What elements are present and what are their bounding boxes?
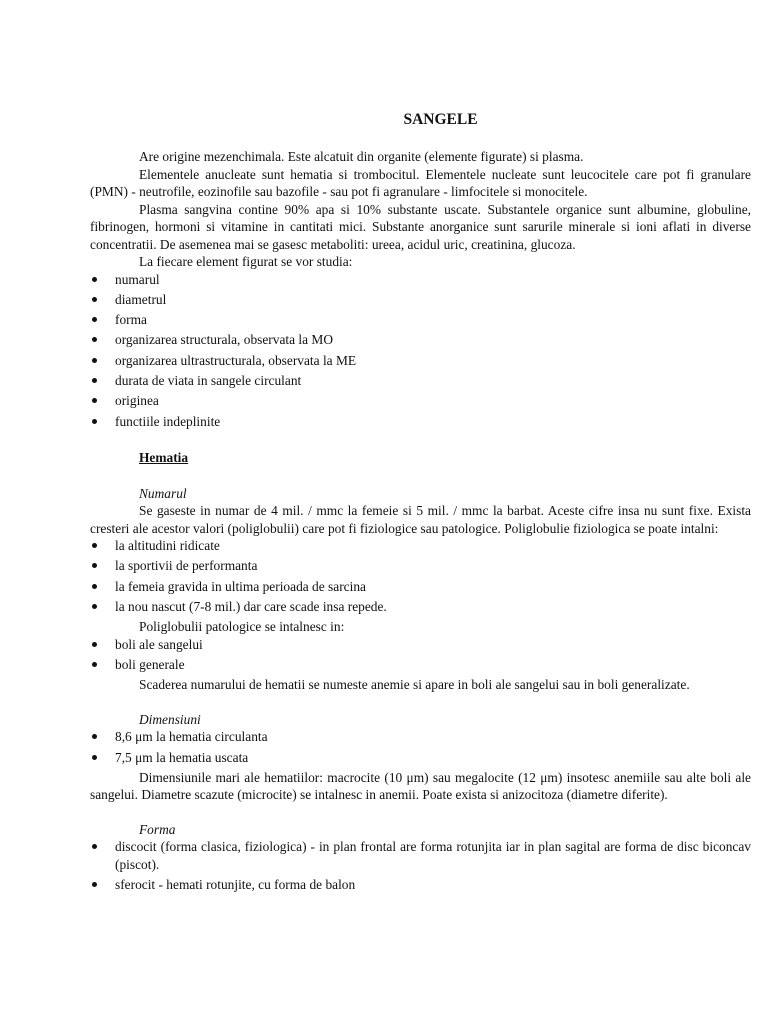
bullet-icon <box>92 642 97 647</box>
intro-paragraph-4: La fiecare element figurat se vor studia: <box>139 254 353 269</box>
bullet-icon <box>92 584 97 589</box>
bullet-icon <box>92 419 97 424</box>
intro-paragraph-3: Plasma sangvina contine 90% apa si 10% substante uscate. Substantele organice sunt albumine, globuline, fibrinogen, hormoni si vitamine in cantitati mici. Substante anorganice sunt sarurile minerale si ioni aflati in diverse concentratii. De asemenea mai se gasesc metaboliti: ureea, acidul uric, creatinina, glucoza. <box>90 201 751 252</box>
list-item: organizarea ultrastructurala, observata la ME <box>90 352 751 370</box>
numarul-paragraph-2: Poliglobulii patologice se intalnesc in: <box>139 619 345 635</box>
intro-paragraph-2: Elementele anucleate sunt hematia si trombocitul. Elementele nucleate sunt leucocitele care pot fi granulare (PMN) - neutrofile, eozinofile sau bazofile - sau pot fi agranulare - limfocitele si monocitele. <box>90 166 751 199</box>
section-title-hematia: Hematia <box>139 450 189 466</box>
bullet-icon <box>92 604 97 609</box>
subsection-title-dimensiuni: Dimensiuni <box>139 711 201 727</box>
poliglobulii-patologice-list <box>90 636 751 674</box>
bullet-icon <box>92 398 97 403</box>
list-item: numarul <box>90 271 751 289</box>
list-item: discocit (forma clasica, fiziologica) - in plan frontal are forma rotunjita iar in plan sagital are forma de disc biconcav (piscot). <box>90 838 751 873</box>
bullet-icon <box>92 543 97 548</box>
study-list <box>90 271 751 431</box>
list-item: durata de viata in sangele circulant <box>90 372 751 390</box>
document-title: SANGELE <box>403 111 478 128</box>
numarul-paragraph-1: Se gaseste in numar de 4 mil. / mmc la femeie si 5 mil. / mmc la barbat. Aceste cifre insa nu sunt fixe. Exista cresteri ale acestor valori (poliglobulii) care pot fi fiziologice sau patologice. Poliglobulie fiziologica se poate intalni: <box>90 503 751 536</box>
list-item: sferocit - hemati rotunjite, cu forma de balon <box>90 876 751 894</box>
list-item: originea <box>90 392 751 410</box>
list-item: diametrul <box>90 291 751 309</box>
list-item: functiile indeplinite <box>90 413 751 431</box>
list-item: 8,6 μm la hematia circulanta <box>90 728 751 746</box>
poliglobulie-fiziologica-list <box>90 537 751 615</box>
bullet-icon <box>92 358 97 363</box>
list-item: boli ale sangelui <box>90 636 751 654</box>
list-item: la sportivii de performanta <box>90 557 751 575</box>
bullet-icon <box>92 277 97 282</box>
numarul-paragraph-3: Scaderea numarului de hematii se numeste anemie si apare in boli ale sangelui sau in boli generalizate. <box>139 677 690 693</box>
forma-list <box>90 838 751 893</box>
list-item: la femeia gravida in ultima perioada de sarcina <box>90 578 751 596</box>
bullet-icon <box>92 337 97 342</box>
bullet-icon <box>92 317 97 322</box>
bullet-icon <box>92 662 97 667</box>
list-item: la nou nascut (7-8 mil.) dar care scade insa repede. <box>90 598 751 616</box>
document-content <box>90 110 751 896</box>
subsection-title-numarul: Numarul <box>139 485 187 501</box>
list-item: organizarea structurala, observata la MO <box>90 331 751 349</box>
list-item: 7,5 μm la hematia uscata <box>90 749 751 767</box>
bullet-icon <box>92 378 97 383</box>
list-item: boli generale <box>90 656 751 674</box>
bullet-icon <box>92 755 97 760</box>
dimensiuni-paragraph-1: Dimensiunile mari ale hematiilor: macrocite (10 μm) sau megalocite (12 μm) insotesc anemiile sau alte boli ale sangelui. Diametre scazute (microcite) se intalnesc in anemii. Poate exista si anizocitoza (diametre diferite). <box>90 769 751 803</box>
list-item: la altitudini ridicate <box>90 537 751 555</box>
subsection-title-forma: Forma <box>139 821 176 837</box>
dimensiuni-list <box>90 728 751 766</box>
list-item: forma <box>90 311 751 329</box>
intro-paragraph-1: Are origine mezenchimala. Este alcatuit din organite (elemente figurate) si plasma. <box>139 149 584 164</box>
bullet-icon <box>92 563 97 568</box>
bullet-icon <box>92 734 97 739</box>
bullet-icon <box>92 844 97 849</box>
bullet-icon <box>92 297 97 302</box>
bullet-icon <box>92 882 97 887</box>
